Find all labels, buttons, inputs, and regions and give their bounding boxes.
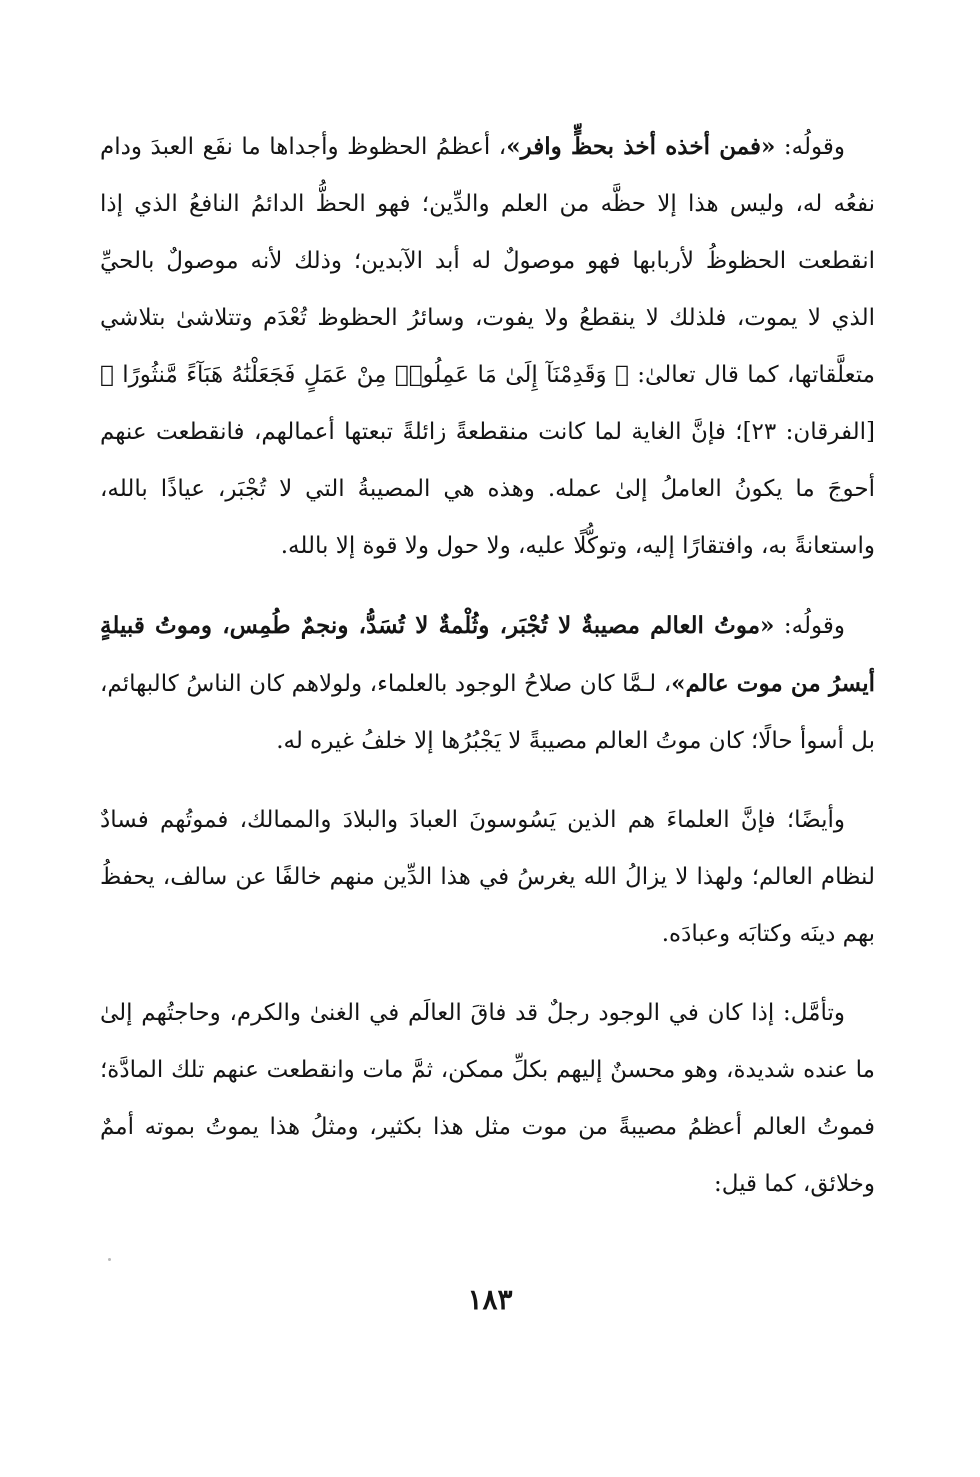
paragraph-2 [100, 597, 875, 770]
paragraph-1-body: ، أعظمُ الحظوظ وأجداها ما نفَع العبدَ ودام نفعُه له، وليس هذا إلا حظَّه من العلم والدِّين؛ فهو الحظُّ الدائمُ النافعُ الذي إذا انقطعت الحظوظُ لأربابها فهو موصولٌ له أبد الآبدين؛ وذلك لأنه موصولٌ بالحيِّ الذي لا يموت، فلذلك لا ينقطعُ ولا يفوت، وسائرُ الحظوظ تُعْدَم وتتلاشىٰ بتلاشي متعلَّقاتها، كما قال تعالىٰ: ﴿ وَقَدِمْنَآ إِلَىٰ مَا عَمِلُوا۟ مِنْ عَمَلٍ فَجَعَلْنَٰهُ هَبَآءً مَّنثُورًا ﴾ [الفرقان: ٢٣]؛ فإنَّ الغاية لما كانت منقطعةً زائلةً تبعتها أعمالهم، فانقطعت عنهم أحوجَ ما يكونُ العاملُ إلىٰ عمله. وهذه هي المصيبةُ التي لا تُجْبَر، عياذًا بالله، واستعانةً به، وافتقارًا إليه، وتوكُّلًا عليه، ولا حول ولا قوة إلا بالله. [100, 134, 875, 559]
paragraph-2-body: ، لـمَّا كان صلاحُ الوجود بالعلماء، ولولاهم كان الناسُ كالبهائم، بل أسوأ حالًا؛ كان موتُ العالم مصيبةً لا يَجْبُرُها إلا خلفُ غيره له. [100, 671, 875, 754]
paragraph-3-body: وأيضًا؛ فإنَّ العلماءَ هم الذين يَسُوسونَ العبادَ والبلادَ والممالك، فموتُهم فسادٌ لنظام العالم؛ ولهذا لا يزالُ الله يغرسُ في هذا الدِّين منهم خالفًا عن سالف، يحفظُ بهم دينَه وكتابَه وعبادَه. [100, 807, 875, 947]
paragraph-4 [100, 985, 875, 1213]
paragraph-1 [100, 118, 875, 575]
paragraph-4-body: وتأمَّل: إذا كان في الوجود رجلٌ قد فاقَ العالَم في الغنىٰ والكرم، وحاجتُهم إلىٰ ما عنده شديدة، وهو محسنٌ إليهم بكلِّ ممكن، ثمَّ مات وانقطعت عنهم تلك المادَّة؛ فموتُ العالم أعظمُ مصيبةً من موت مثل هذا بكثير، ومثلُ هذا يموتُ بموته أممٌ وخلائق، كما قيل: [100, 1000, 875, 1197]
paragraph-2-quote: «موتُ العالم مصيبةٌ لا تُجْبَر، وثُلْمةٌ لا تُسَدُّ، ونجمٌ طُمِس، وموتُ قبيلةٍ أيسرُ من موت عالم» [100, 612, 875, 697]
body-text [100, 118, 875, 1235]
page-number: ١٨٣ [467, 1283, 513, 1316]
paragraph-1-quote: «فمن أخذه أخذ بحظٍّ وافر» [506, 133, 776, 160]
paragraph-1-intro: وقولُه: [775, 134, 845, 160]
paragraph-2-intro: وقولُه: [774, 613, 845, 639]
scan-speck [108, 1258, 111, 1261]
paragraph-3 [100, 792, 875, 963]
